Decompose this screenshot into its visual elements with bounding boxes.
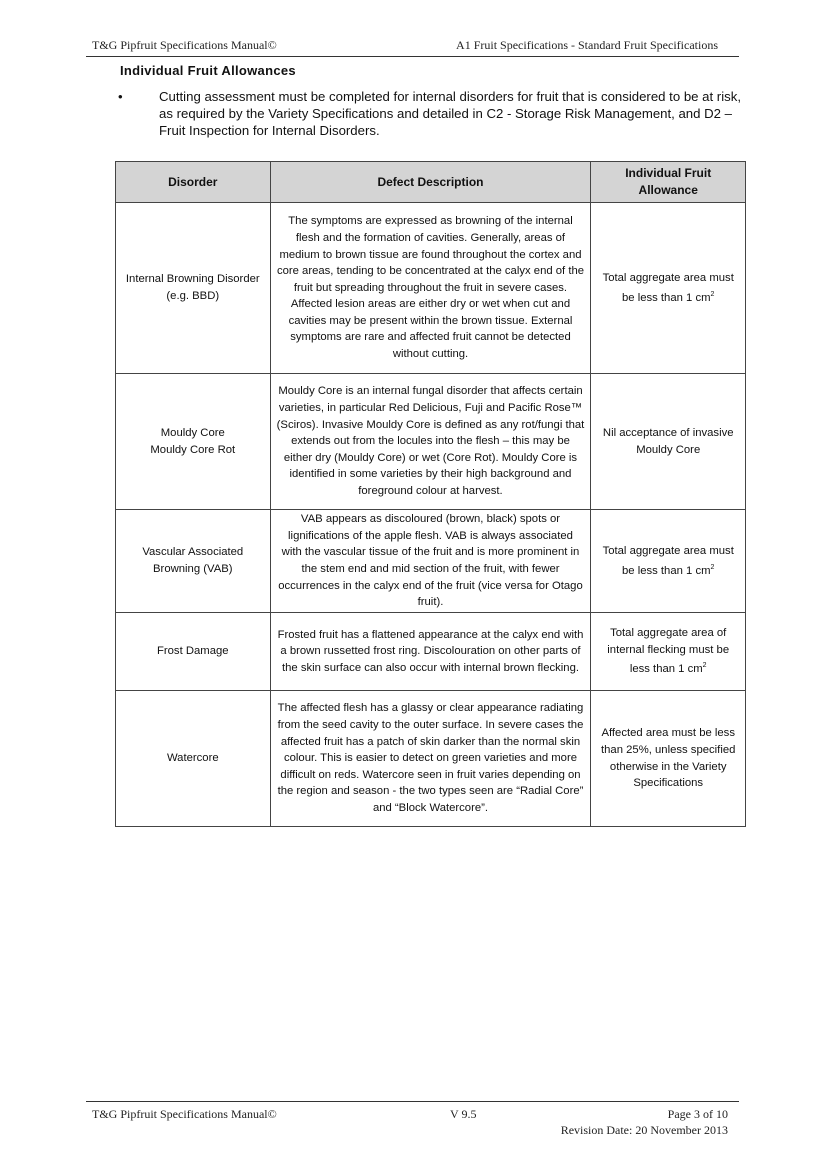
table-row [116,613,746,691]
footer-page-number: Page 3 of 10 [667,1107,728,1121]
header-disorder: Disorder [116,162,271,203]
description-cell: Frosted fruit has a flattened appearance at the calyx end with a brown russetted frost ring. Discolouration on other parts of the skin surface can also occur with internal brown flecking. [270,613,591,691]
allowance-superscript: 2 [702,662,707,670]
header-manual-title: T&G Pipfruit Specifications Manual© [92,38,277,52]
header-defect-description: Defect Description [270,162,591,203]
header-allowance: Individual Fruit Allowance [591,162,746,203]
description-cell: Mouldy Core is an internal fungal disorder that affects certain varieties, in particular Red Delicious, Fuji and Pacific Rose™ (Sciros). Invasive Mouldy Core is defined as any rot/fungi that extends out from the locules into the flesh – this may be either dry (Mouldy Core) or wet (Core Rot). Mouldy Core is identified in some varieties by their high background and foreground colour at harvest. [270,374,591,510]
disorder-cell: Frost Damage [116,613,271,691]
allowance-text: Total aggregate area must be less than 1 cm [602,272,734,304]
allowance-cell [591,510,746,613]
table-header-row [116,162,746,203]
table-row [116,691,746,827]
footer-revision-date: Revision Date: 20 November 2013 [560,1123,728,1137]
bullet-icon: • [118,89,123,104]
header-divider [86,56,739,57]
footer-manual-title: T&G Pipfruit Specifications Manual© [92,1107,277,1121]
allowance-cell: Affected area must be less than 25%, unless specified otherwise in the Variety Specifications [591,691,746,827]
disorder-line: Mouldy Core Rot [150,443,236,456]
header-section-title: A1 Fruit Specifications - Standard Fruit Specifications [456,38,718,52]
description-cell: The symptoms are expressed as browning of the internal flesh and the formation of cavities. Generally, areas of medium to brown tissue are found throughout the cortex and core areas, tending to be concentrated at the calyx end of the fruit but spreading throughout the fruit in severe cases. Affected lesion areas are either dry or wet when cut and cavities may be present within the brown tissue. External symptoms are rare and affected fruit cannot be detected without cutting. [270,203,591,374]
table-row [116,510,746,613]
footer-version: V 9.5 [450,1107,477,1121]
disorder-cell: Vascular Associated Browning (VAB) [116,510,271,613]
bullet-text: Cutting assessment must be completed for internal disorders for fruit that is considered to be at risk, as required by the Variety Specifications and detailed in C2 - Storage Risk Management, and D2 – Fruit Inspection for Internal Disorders. [159,89,741,138]
table-row [116,203,746,374]
disorder-cell [116,374,271,510]
allowances-table [115,161,746,827]
section-title: Individual Fruit Allowances [120,63,296,78]
description-cell: VAB appears as discoloured (brown, black) spots or lignifications of the apple flesh. VAB is always associated with the vascular tissue of the fruit and is more prominent in the stem end and mid section of the fruit, with fewer occurrences in the calyx end of the fruit (vice versa for Otago fruit). [270,510,591,613]
description-cell: The affected flesh has a glassy or clear appearance radiating from the seed cavity to the outer surface. In severe cases the affected fruit has a patch of skin darker than the normal skin colour. This is easier to detect on green varieties and more difficult on reds. Watercore seen in fruit varies depending on the region and season - the two types seen are “Radial Core” and “Block Watercore”. [270,691,591,827]
allowance-text: Total aggregate area must be less than 1 cm [602,545,734,577]
allowance-text: Total aggregate area of internal flecking must be less than 1 cm [607,627,730,676]
allowance-cell [591,613,746,691]
allowance-cell [591,203,746,374]
disorder-cell: Internal Browning Disorder (e.g. BBD) [116,203,271,374]
disorder-cell: Watercore [116,691,271,827]
table-row [116,374,746,510]
allowance-superscript: 2 [710,563,715,571]
disorder-line: Mouldy Core [160,426,225,439]
footer-divider [86,1101,739,1102]
allowance-superscript: 2 [710,290,715,298]
allowance-cell: Nil acceptance of invasive Mouldy Core [591,374,746,510]
